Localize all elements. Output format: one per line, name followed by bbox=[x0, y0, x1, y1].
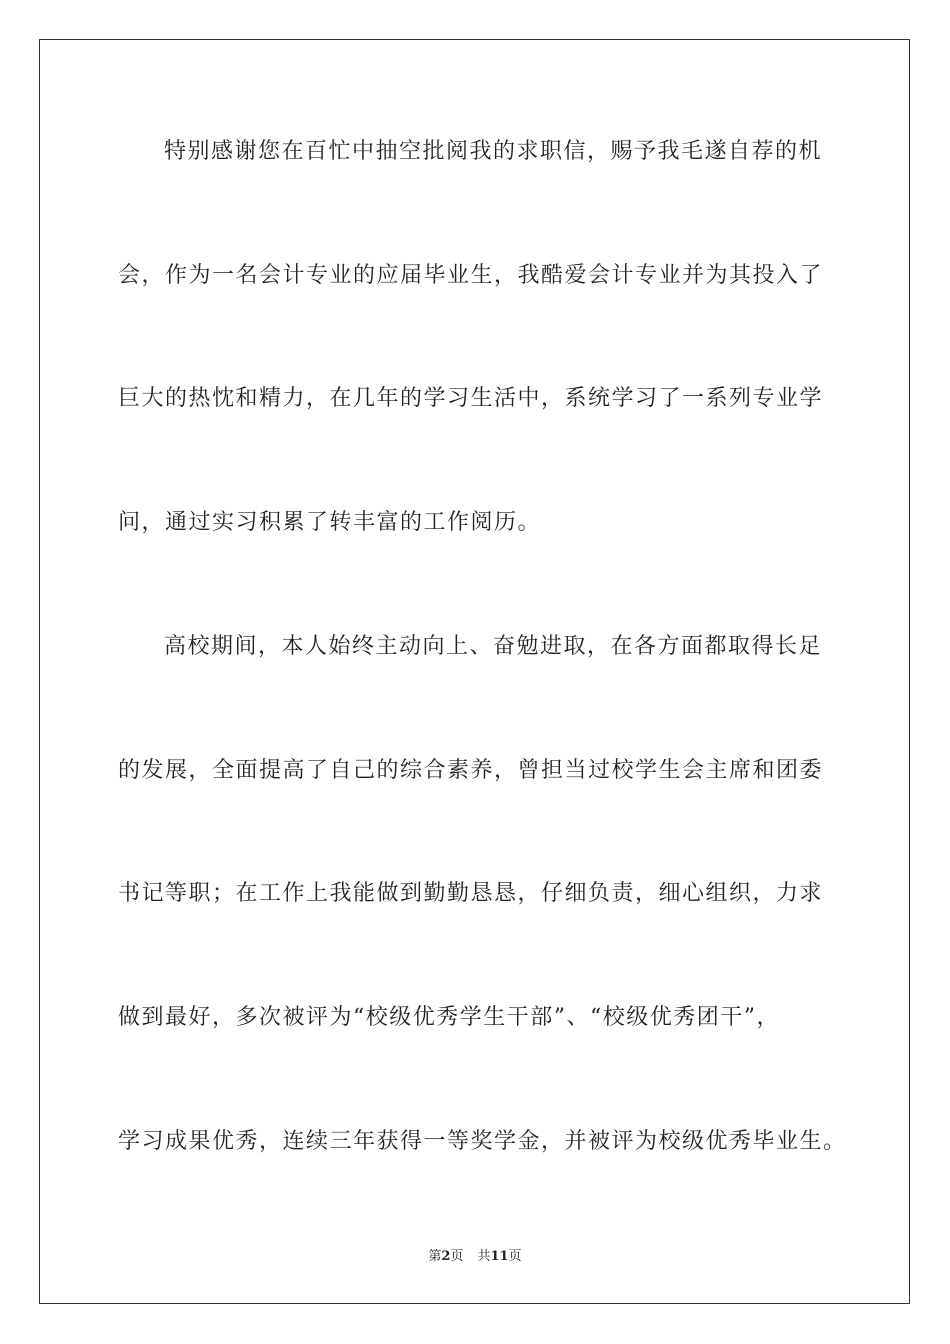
footer-page-suffix: 页 bbox=[450, 1249, 464, 1264]
paragraph-2-line-1: 高校期间，本人始终主动向上、奋勉进取，在各方面都取得长足 bbox=[164, 634, 823, 659]
page-footer bbox=[0, 1248, 950, 1266]
footer-total-suffix: 页 bbox=[508, 1249, 522, 1264]
paragraph-2-line-5: 学习成果优秀，连续三年获得一等奖学金，并被评为校级优秀毕业生。 bbox=[118, 1129, 847, 1154]
footer-total-number: 11 bbox=[490, 1249, 509, 1264]
paragraph-1-line-1: 特别感谢您在百忙中抽空批阅我的求职信，赐予我毛遂自荐的机 bbox=[164, 139, 823, 164]
paragraph-1-line-2: 会，作为一名会计专业的应届毕业生，我酷爱会计专业并为其投入了 bbox=[118, 263, 824, 288]
paragraph-1-line-4: 问，通过实习积累了转丰富的工作阅历。 bbox=[118, 510, 542, 535]
paragraph-2-line-2: 的发展，全面提高了自己的综合素养，曾担当过校学生会主席和团委 bbox=[118, 758, 824, 783]
paragraph-2-line-4: 做到最好，多次被评为“校级优秀学生干部”、“校级优秀团干”， bbox=[118, 1005, 780, 1030]
footer-total-prefix: 共 bbox=[477, 1249, 491, 1264]
paragraph-1-line-3: 巨大的热忱和精力，在几年的学习生活中，系统学习了一系列专业学 bbox=[118, 386, 824, 411]
page-border bbox=[39, 39, 910, 1304]
footer-page-prefix: 第 bbox=[428, 1249, 442, 1264]
paragraph-2-line-3: 书记等职；在工作上我能做到勤勤恳恳，仔细负责，细心组织，力求 bbox=[118, 881, 824, 906]
footer-page-number: 2 bbox=[441, 1249, 451, 1264]
